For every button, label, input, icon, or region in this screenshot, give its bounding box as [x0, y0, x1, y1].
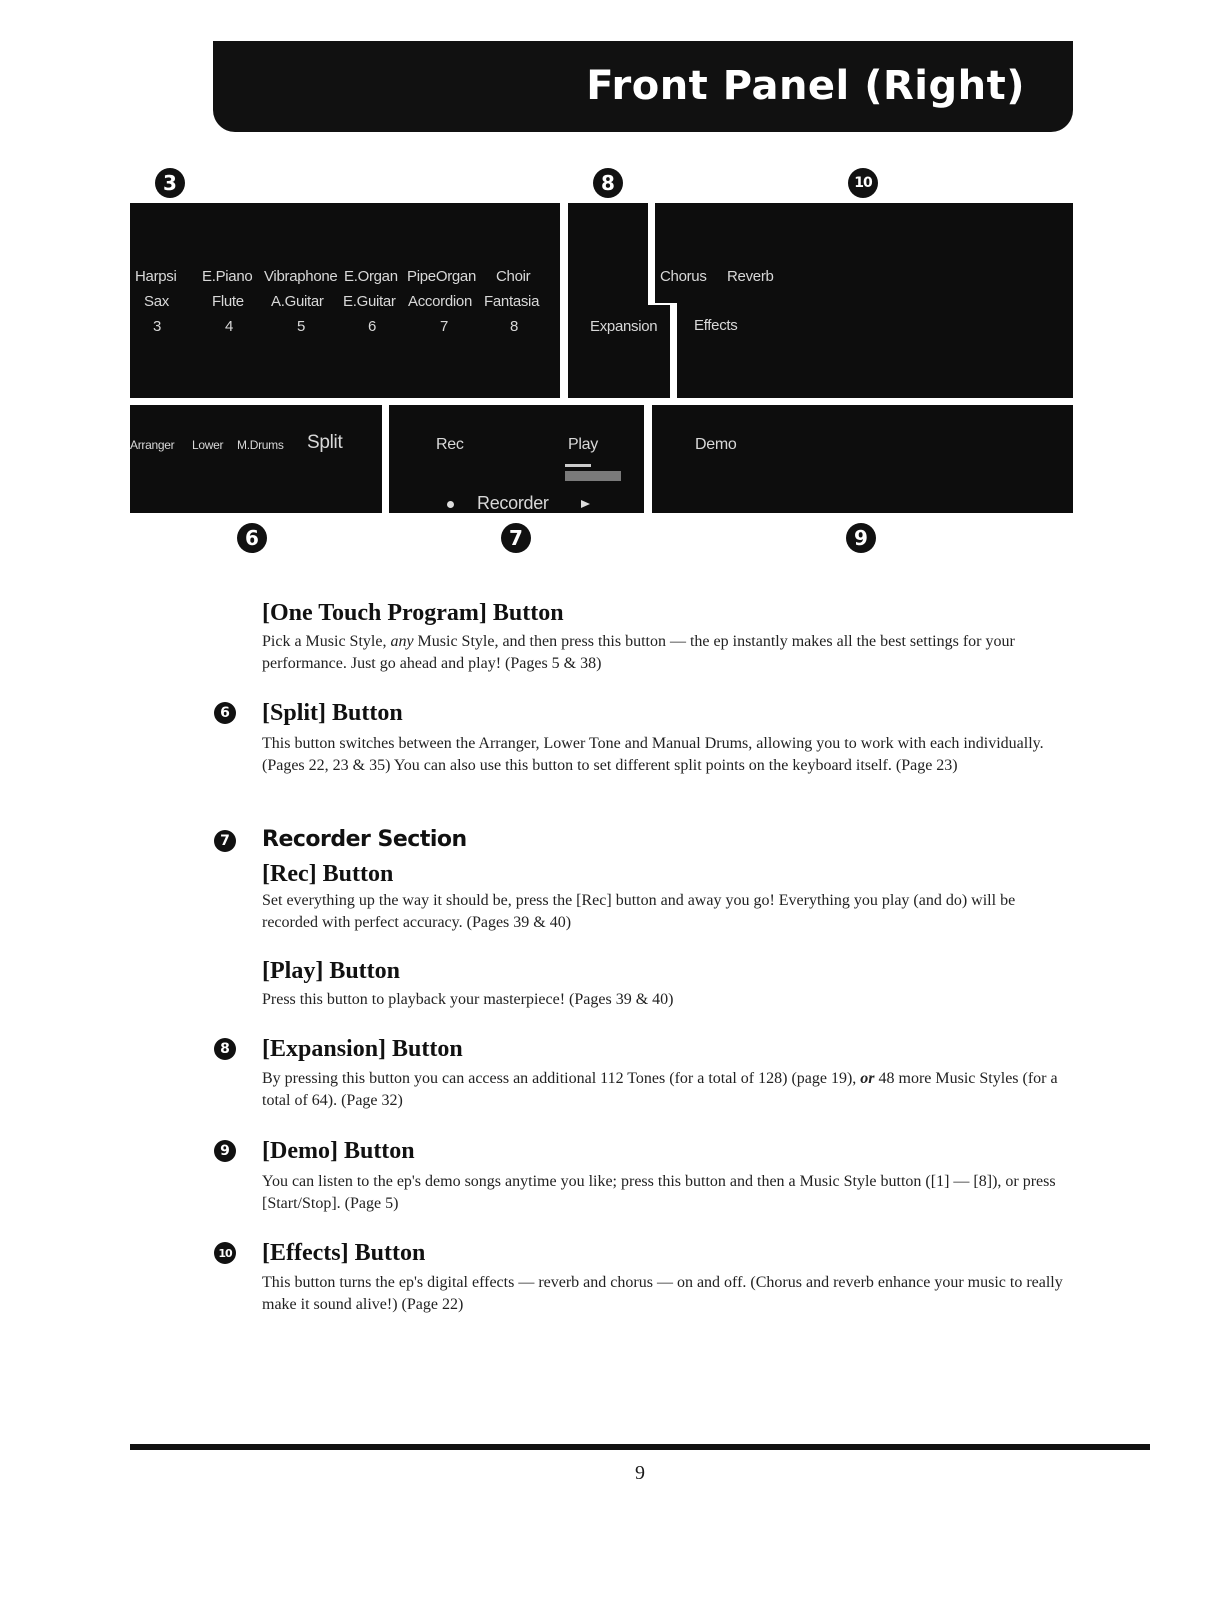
split-panel — [130, 405, 382, 513]
demo-button[interactable]: Demo — [695, 436, 737, 453]
recorder-label: Recorder — [477, 493, 549, 513]
rec-body: Set everything up the way it should be, press the [Rec] button and away you go! Everything you play (and do) will be recorded with perfect accuracy. (Pages 39 & 40) — [262, 892, 1016, 931]
effects-button[interactable]: Effects — [694, 317, 738, 334]
demo-body: You can listen to the ep's demo songs anytime you like; press this button and then a Music Style button ([1] — [8]), or press [Start/Stop]. (Page 5) — [262, 1173, 1056, 1212]
lower-label: Lower — [192, 438, 224, 452]
page-number: 9 — [635, 1462, 645, 1484]
callout-10: 10 — [848, 168, 878, 198]
demo-panel — [652, 405, 1073, 513]
rec-button[interactable]: Rec — [436, 436, 464, 453]
mdrums-label: M.Drums — [237, 438, 284, 452]
effects-panel — [655, 203, 1073, 303]
one-touch-heading: [One Touch Program] Button — [262, 600, 564, 626]
split-body: This button switches between the Arranger, Lower Tone and Manual Drums, allowing you to work with each individually. (Pages 22, 23 & 35) You can also use this button to set different split points on the keyboard itself. (Page 23) — [262, 735, 1044, 774]
chorus-label: Chorus — [660, 268, 707, 285]
tone-label-pipeorgan: PipeOrgan — [407, 268, 477, 285]
expansion-panel-lower — [568, 305, 670, 398]
style-button-3[interactable]: 3 — [153, 318, 162, 335]
callout-8: 8 — [593, 168, 623, 198]
callout-7: 7 — [501, 523, 531, 553]
record-dot-icon — [447, 501, 454, 508]
one-touch-body: Pick a Music Style, any Music Style, and then press this button — the ep instantly makes all the best settings for your performance. Just go ahead and play! (Pages 5 & 38) — [262, 633, 1015, 672]
footer-rule — [130, 1444, 1150, 1450]
style-button-8[interactable]: 8 — [510, 318, 519, 335]
expansion-body: By pressing this button you can access an additional 112 Tones (for a total of 128) (page 19), or 48 more Music Styles (for a total of 64). (Page 32) — [262, 1070, 1058, 1109]
play-body: Press this button to playback your masterpiece! (Pages 39 & 40) — [262, 991, 674, 1008]
tone-label-aguitar: A.Guitar — [271, 293, 324, 310]
tone-label-epiano: E.Piano — [202, 268, 253, 285]
play-button[interactable]: Play — [568, 436, 598, 453]
tone-panel — [130, 203, 560, 398]
effects-body: This button turns the ep's digital effects — reverb and chorus — on and off. (Chorus and reverb enhance your music to really make it sound alive!) (Page 22) — [262, 1274, 1063, 1313]
effects-heading: [Effects] Button — [262, 1240, 426, 1266]
section-marker-10: 10 — [214, 1242, 236, 1264]
tone-label-eguitar: E.Guitar — [343, 293, 396, 310]
demo-heading: [Demo] Button — [262, 1138, 415, 1164]
callout-9: 9 — [846, 523, 876, 553]
rec-heading: [Rec] Button — [262, 861, 394, 887]
style-button-5[interactable]: 5 — [297, 318, 306, 335]
expansion-heading: [Expansion] Button — [262, 1036, 463, 1062]
tone-label-choir: Choir — [496, 268, 531, 285]
reverb-label: Reverb — [727, 268, 774, 285]
play-led — [565, 464, 591, 467]
expansion-button[interactable]: Expansion — [590, 318, 658, 335]
play-button-cap — [565, 471, 621, 481]
play-heading: [Play] Button — [262, 958, 400, 984]
section-marker-9: 9 — [214, 1140, 236, 1162]
tone-label-fantasia: Fantasia — [484, 293, 540, 310]
tone-label-flute: Flute — [212, 293, 244, 310]
tone-label-harpsi: Harpsi — [135, 268, 177, 285]
split-button[interactable]: Split — [307, 432, 343, 453]
recorder-heading: Recorder Section — [262, 827, 467, 852]
page-title: Front Panel (Right) — [586, 63, 1025, 109]
section-marker-6: 6 — [214, 702, 236, 724]
split-heading: [Split] Button — [262, 700, 403, 726]
recorder-panel — [389, 405, 644, 513]
header-banner — [213, 41, 1073, 132]
effects-panel-lower — [677, 300, 1073, 398]
section-marker-8: 8 — [214, 1038, 236, 1060]
tone-label-accordion: Accordion — [408, 293, 473, 310]
arranger-label: Arranger — [130, 438, 175, 452]
style-button-6[interactable]: 6 — [368, 318, 377, 335]
style-button-4[interactable]: 4 — [225, 318, 234, 335]
callout-6: 6 — [237, 523, 267, 553]
tone-label-vibraphone: Vibraphone — [264, 268, 338, 285]
tone-label-eorgan: E.Organ — [344, 268, 398, 285]
style-button-7[interactable]: 7 — [440, 318, 449, 335]
section-marker-7: 7 — [214, 830, 236, 852]
callout-3: 3 — [155, 168, 185, 198]
play-arrow-icon — [581, 500, 590, 508]
tone-label-sax: Sax — [144, 293, 169, 310]
